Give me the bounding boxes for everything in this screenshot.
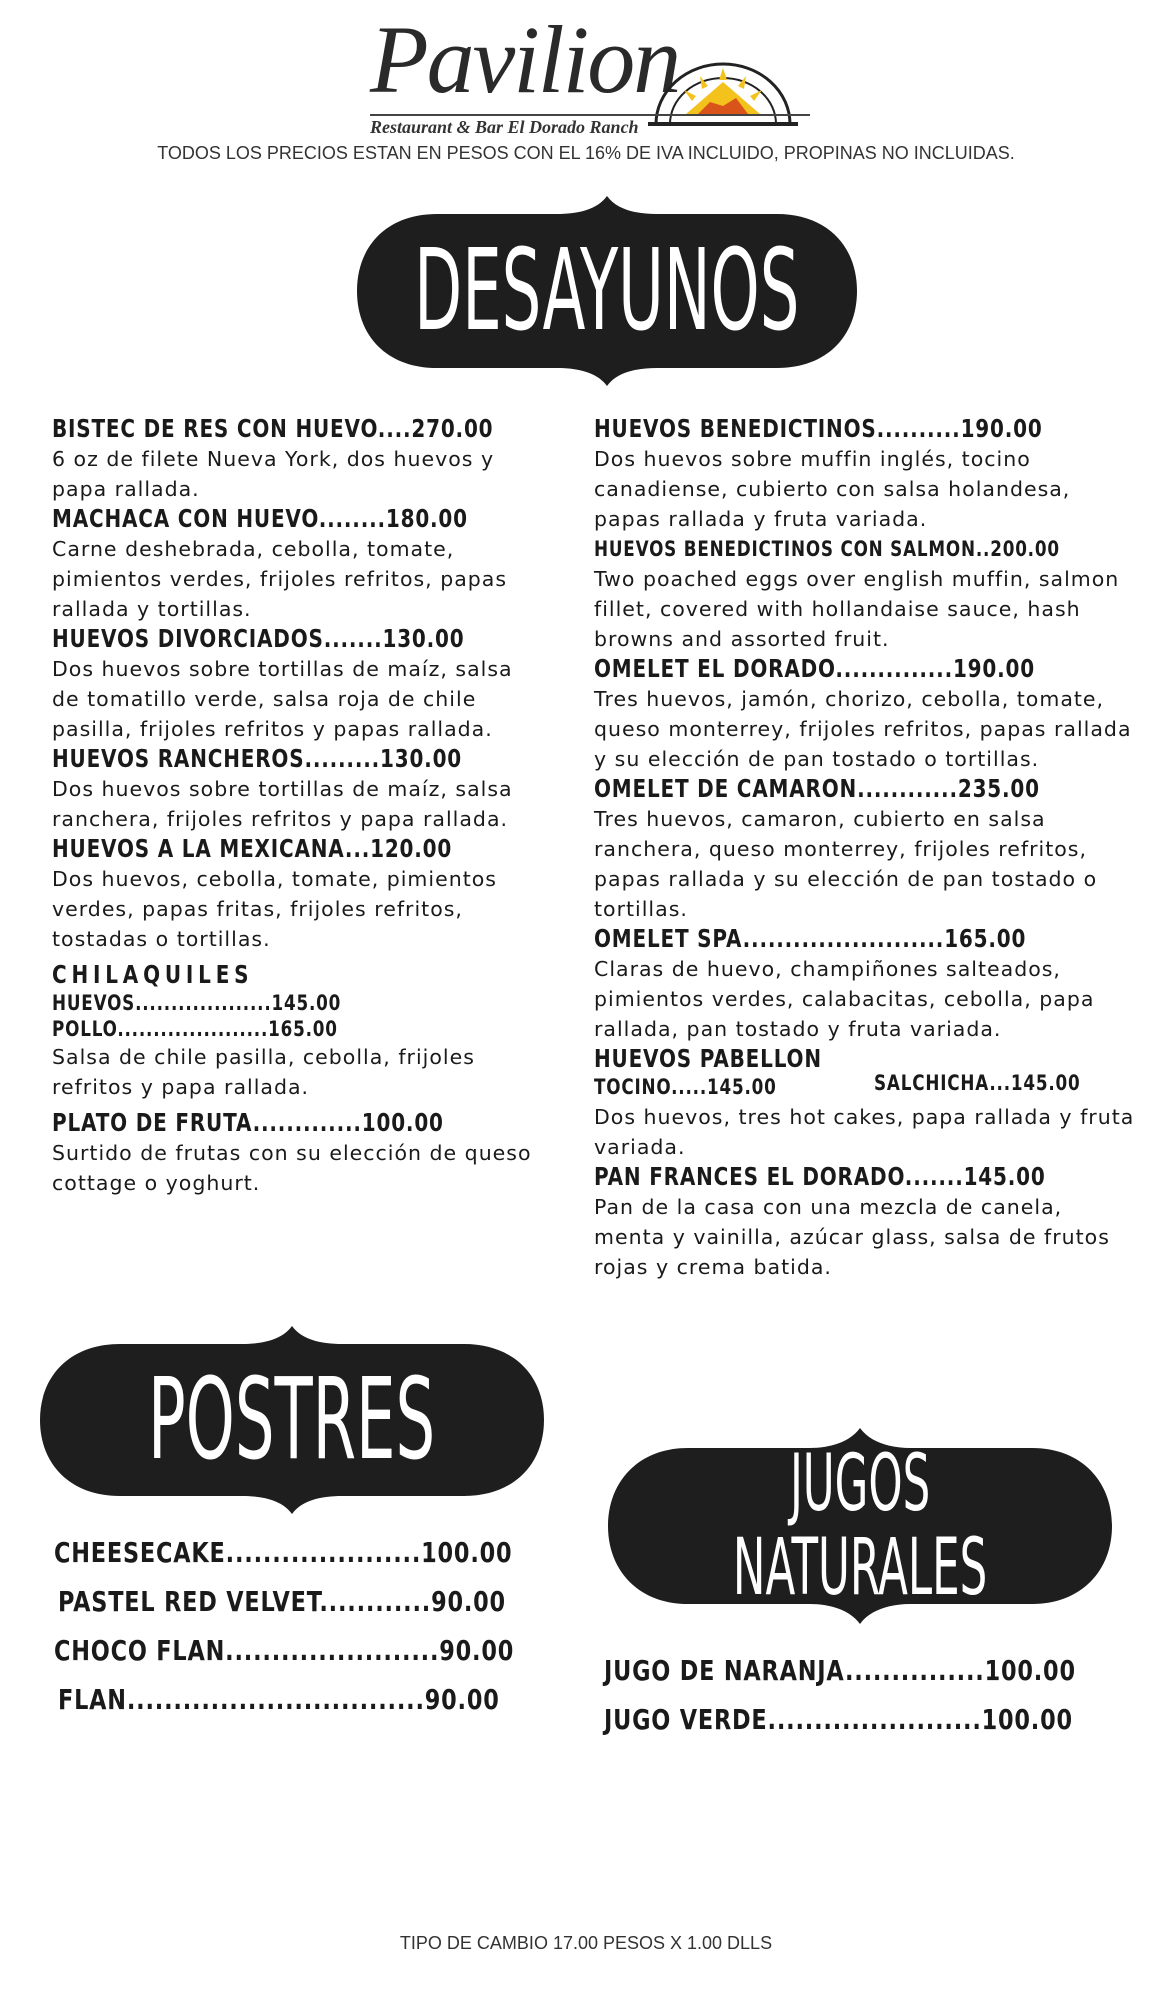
menu-item <box>594 1044 1139 1162</box>
section-title-desayunos: DESAYUNOS <box>414 226 800 356</box>
price-disclaimer: TODOS LOS PRECIOS ESTAN EN PESOS CON EL 16% DE IVA INCLUIDO, PROPINAS NO INCLUIDAS. <box>157 143 1015 163</box>
chilaquiles-huevos: HUEVOS...................145.00 <box>52 991 342 1015</box>
section-title-jugos: JUGOS <box>789 1439 931 1529</box>
left-column <box>52 414 542 1198</box>
menu-item <box>594 414 1139 534</box>
item-huevos-divorciados: HUEVOS DIVORCIADOS.......130.00 <box>52 624 465 653</box>
item-description: Two poached eggs over english muffin, salmon fillet, covered with hollandaise sauce, hash browns and assorted fruit. <box>594 567 1120 651</box>
item-omelet-camaron: OMELET DE CAMARON............235.00 <box>594 774 1040 803</box>
menu-item <box>52 414 542 504</box>
menu-item <box>52 960 542 1102</box>
item-description: Salsa de chile pasilla, cebolla, frijoles refritos y papa rallada. <box>52 1045 475 1099</box>
item-description: Dos huevos sobre muffin inglés, tocino canadiense, cubierto con salsa holandesa, papas rallada y fruta variada. <box>594 447 1071 531</box>
item-description: Claras de huevo, champiñones salteados, pimientos verdes, calabacitas, cebolla, papa rallada, pan tostado y fruta variada. <box>594 957 1095 1041</box>
section-title-postres: POSTRES <box>148 1355 436 1485</box>
item-description: Dos huevos sobre tortillas de maíz, salsa ranchera, frijoles refritos y papa rallada. <box>52 777 513 831</box>
right-column <box>594 414 1139 1282</box>
pabellon-tocino: TOCINO.....145.00 <box>594 1075 777 1099</box>
menu-item <box>52 504 542 624</box>
item-huevos-rancheros: HUEVOS RANCHEROS.........130.00 <box>52 744 462 773</box>
item-description: Carne deshebrada, cebolla, tomate, pimientos verdes, frijoles refritos, papas rallada y tortillas. <box>52 537 508 621</box>
item-plato-fruta: PLATO DE FRUTA.............100.00 <box>52 1108 444 1137</box>
postre-red-velvet: PASTEL RED VELVET............90.00 <box>58 1585 506 1618</box>
postre-cheesecake: CHEESECAKE.....................100.00 <box>54 1536 513 1569</box>
postre-flan: FLAN................................90.00 <box>58 1683 500 1716</box>
item-huevos-mexicana: HUEVOS A LA MEXICANA...120.00 <box>52 834 453 863</box>
logo <box>370 4 810 140</box>
pabellon-salchicha: SALCHICHA...145.00 <box>874 1071 1081 1095</box>
jugo-naranja: JUGO DE NARANJA...............100.00 <box>604 1654 1076 1687</box>
item-omelet-dorado: OMELET EL DORADO..............190.00 <box>594 654 1035 683</box>
item-description: Dos huevos sobre tortillas de maíz, salsa de tomatillo verde, salsa roja de chile pasilla, frijoles refritos y papas rallada. <box>52 657 513 741</box>
postre-choco-flan: CHOCO FLAN.......................90.00 <box>54 1634 515 1667</box>
item-bistec: BISTEC DE RES CON HUEVO....270.00 <box>52 414 494 443</box>
item-description: Dos huevos, tres hot cakes, papa rallada y fruta variada. <box>594 1105 1135 1159</box>
menu-item <box>594 924 1139 1044</box>
item-benedictinos-salmon: HUEVOS BENEDICTINOS CON SALMON..200.00 <box>594 537 1060 561</box>
menu-item <box>594 534 1139 654</box>
section-title-naturales: NATURALES <box>732 1523 988 1613</box>
menu-item <box>594 654 1139 774</box>
exchange-rate-footer: TIPO DE CAMBIO 17.00 PESOS X 1.00 DLLS <box>399 1933 773 1953</box>
postres-list <box>54 1528 554 1724</box>
item-chilaquiles: CHILAQUILES <box>52 960 254 989</box>
item-huevos-pabellon: HUEVOS PABELLON <box>594 1044 822 1073</box>
item-omelet-spa: OMELET SPA........................165.00 <box>594 924 1027 953</box>
jugos-list <box>604 1646 1124 1744</box>
item-description: Pan de la casa con una mezcla de canela, menta y vainilla, azúcar glass, salsa de frutos rojas y crema batida. <box>594 1195 1110 1279</box>
item-description: Tres huevos, jamón, chorizo, cebolla, tomate, queso monterrey, frijoles refritos, papas rallada y su elección de pan tostado o tortillas. <box>594 687 1132 771</box>
menu-item <box>52 744 542 834</box>
menu-item <box>52 834 542 954</box>
logo-name: Pavilion <box>370 6 680 113</box>
item-description: Surtido de frutas con su elección de queso cottage o yoghurt. <box>52 1141 532 1195</box>
item-huevos-benedictinos: HUEVOS BENEDICTINOS..........190.00 <box>594 414 1043 443</box>
chilaquiles-pollo: POLLO.....................165.00 <box>52 1017 338 1041</box>
item-description: Dos huevos, cebolla, tomate, pimientos verdes, papas fritas, frijoles refritos, tostadas o tortillas. <box>52 867 497 951</box>
menu-item <box>52 1108 542 1198</box>
menu-item <box>594 774 1139 924</box>
item-description: 6 oz de filete Nueva York, dos huevos y papa rallada. <box>52 447 495 501</box>
jugos-banner <box>608 1428 1112 1624</box>
item-description: Tres huevos, camaron, cubierto en salsa ranchera, queso monterrey, frijoles refritos, papas rallada y su elección de pan tostado o tortillas. <box>594 807 1098 921</box>
jugo-verde: JUGO VERDE.......................100.00 <box>604 1703 1073 1736</box>
menu-item <box>594 1162 1139 1282</box>
item-pan-frances: PAN FRANCES EL DORADO.......145.00 <box>594 1162 1046 1191</box>
postres-banner <box>40 1326 544 1514</box>
menu-item <box>52 624 542 744</box>
logo-subtitle: Restaurant & Bar El Dorado Ranch <box>370 117 639 137</box>
desayunos-banner <box>357 196 857 386</box>
item-machaca: MACHACA CON HUEVO........180.00 <box>52 504 468 533</box>
